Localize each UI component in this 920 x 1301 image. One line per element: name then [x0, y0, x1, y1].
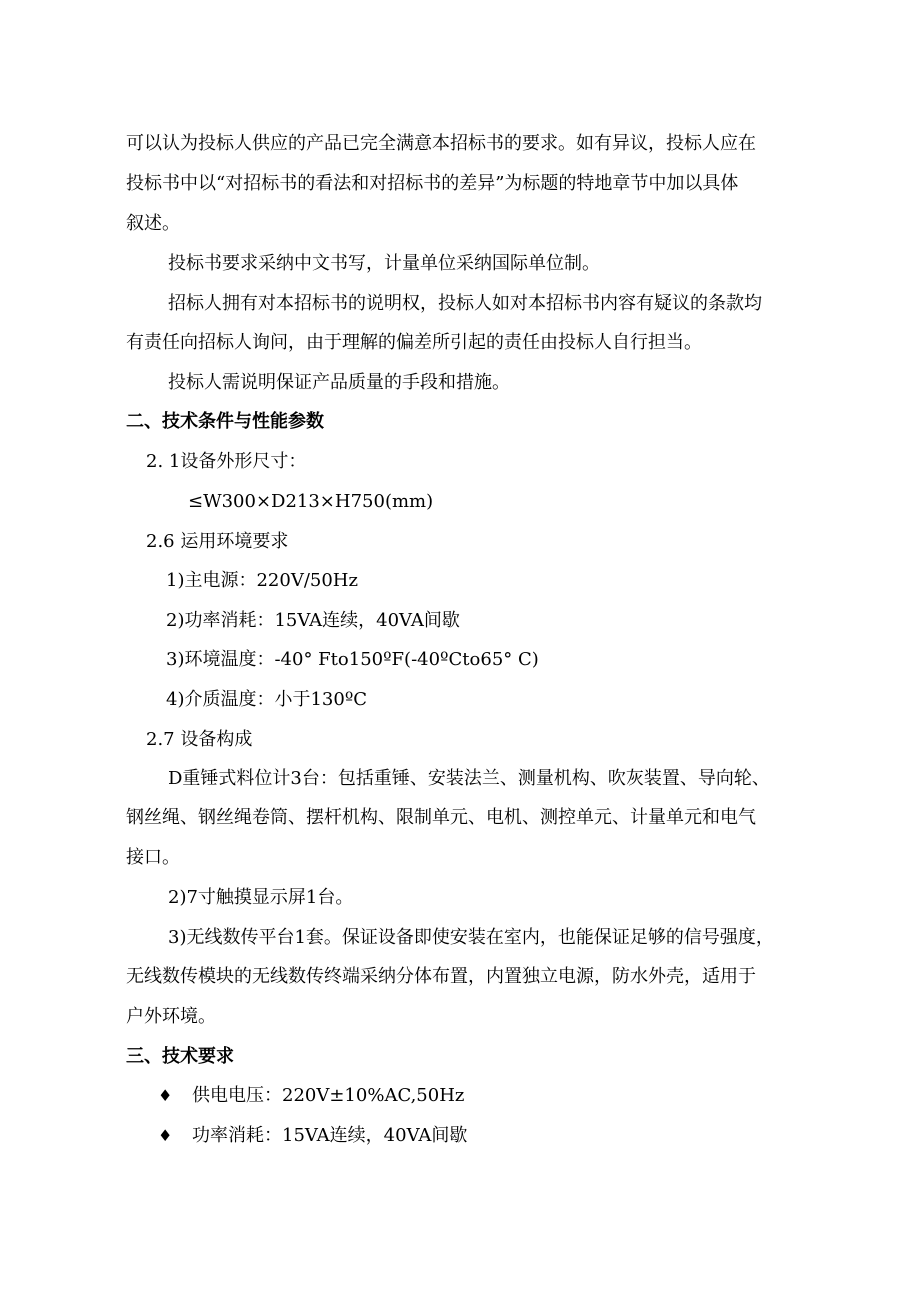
paragraph-line: 招标人拥有对本招标书的说明权，投标人如对本招标书内容有疑议的条款均 — [168, 293, 762, 314]
paragraph-line: 投标人需说明保证产品质量的手段和措施。 — [168, 372, 510, 393]
paragraph-line: 3)无线数传平台1套。保证设备即使安装在室内，也能保证足够的信号强度， — [168, 927, 774, 948]
paragraph-line: 接口。 — [126, 847, 180, 868]
paragraph-line: 2)7寸触摸显示屏1台。 — [168, 887, 354, 908]
paragraph-line: 有责任向招标人询问，由于理解的偏差所引起的责任由投标人自行担当。 — [126, 332, 702, 353]
section-heading: 二、技术条件与性能参数 — [126, 411, 324, 432]
diamond-bullet-icon: ♦ — [158, 1126, 173, 1145]
paragraph-line: D重锤式料位计3台：包括重锤、安装法兰、测量机构、吹灰装置、导向轮、 — [168, 768, 770, 789]
paragraph-line: 可以认为投标人供应的产品已完全满意本招标书的要求。如有异议，投标人应在 — [126, 133, 756, 154]
spec-line: 1)主电源：220V/50Hz — [166, 570, 358, 591]
spec-line: 4)介质温度：小于130ºC — [166, 689, 368, 710]
paragraph-line: 叙述。 — [126, 213, 180, 234]
item-value: ≤W300×D213×H750(mm) — [188, 491, 434, 512]
spec-line: 2)功率消耗：15VA连续，40VA间歇 — [166, 610, 460, 631]
bullet-item: 功率消耗：15VA连续，40VA间歇 — [192, 1125, 468, 1146]
paragraph-line: 钢丝绳、钢丝绳卷筒、摆杆机构、限制单元、电机、测控单元、计量单元和电气 — [126, 807, 756, 828]
item-label: 2.6 运用环境要求 — [146, 531, 289, 552]
item-label: 2. 1设备外形尺寸： — [146, 451, 307, 472]
item-label: 2.7 设备构成 — [146, 729, 253, 750]
spec-line: 3)环境温度：-40° Fto150ºF(-40ºCto65° C) — [166, 649, 539, 670]
paragraph-line: 投标书要求采纳中文书写，计量单位采纳国际单位制。 — [168, 253, 600, 274]
paragraph-line: 无线数传模块的无线数传终端采纳分体布置，内置独立电源，防水外壳，适用于 — [126, 966, 756, 987]
paragraph-line: 投标书中以“对招标书的看法和对招标书的差异”为标题的特地章节中加以具体 — [126, 173, 739, 194]
section-heading: 三、技术要求 — [126, 1046, 234, 1067]
paragraph-line: 户外环境。 — [126, 1006, 216, 1027]
diamond-bullet-icon: ♦ — [158, 1086, 173, 1105]
bullet-item: 供电电压：220V±10%AC,50Hz — [192, 1085, 465, 1106]
